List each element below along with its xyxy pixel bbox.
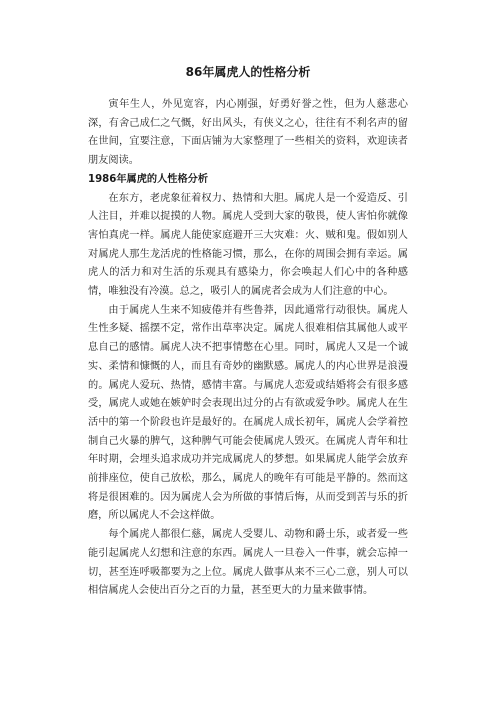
document-title: 86年属虎人的性格分析: [185, 65, 311, 79]
body-paragraph-3: 每个属虎人都很仁慈，属虎人受婴儿、动物和爵士乐，或者爱一些能引起属虎人幻想和注意的东西。属虎人一旦卷入一件事，就会忘掉一切，甚至连呼吸都要为之上位。属虎人做事从来不三心二意，别人可以相信属虎人会使出百分之百的力量，甚至更大的力量来做事情。: [88, 529, 408, 597]
intro-paragraph: 寅年生人，外见宽容，内心刚强，好勇好誉之性，但为人慈悲心深，有舍己成仁之气慨，好出风头，有侠义之心，往往有不利名声的留在世间，宜要注意，下面店铺为大家整理了一些相关的资料，欢迎读者朋友阅读。: [88, 99, 408, 167]
body-paragraph-1: 在东方，老虎象征着权力、热情和大胆。属虎人是一个爱造反、引人注目，并难以捉摸的人物。属虎人受到大家的敬畏，使人害怕你就像害怕真虎一样。属虎人能使家庭避开三大灾难：火、贼和鬼。假如别人对属虎人那生龙活虎的性格能习惯，那么，在你的周围会拥有幸运。属虎人的活力和对生活的乐观具有感染力，你会唤起人们心中的各种感情，唯独没有冷漠。总之，吸引人的属虎者会成为人们注意的中心。: [88, 192, 408, 298]
body-paragraph-2: 由于属虎人生来不知疲倦并有些鲁莽，因此通常行动很快。属虎人生性多疑、摇摆不定，常作出草率决定。属虎人很难相信其属他人或平息自己的感情。属虎人决不把事情憋在心里。同时，属虎人又是一个诚实、柔情和慷慨的人，而且有奇妙的幽默感。属虎人的内心世界是浪漫的。属虎人爱玩、热情，感情丰富。与属虎人恋爱或结婚将会有很多感受，属虎人或她在嫉妒时会表现出过分的占有欲或爱争吵。属虎人在生活中的第一个阶段也许是最好的。在属虎人成长初年，属虎人会学着控制自己火暴的脾气，这种脾气可能会使属虎人毁灭。在属虎人青年和壮年时期，会埋头追求成功并完成属虎人的梦想。如果属虎人能学会放弃前排座位，使自己放松，那么，属虎人的晚年有可能是平静的。然而这将是很困难的。因为属虎人会为所做的事情后悔，从而受到苦与乐的折磨，所以属虎人不会这样做。: [88, 304, 408, 522]
section-heading: 1986年属虎的人性格分析: [88, 173, 209, 185]
document-body: [88, 96, 408, 601]
